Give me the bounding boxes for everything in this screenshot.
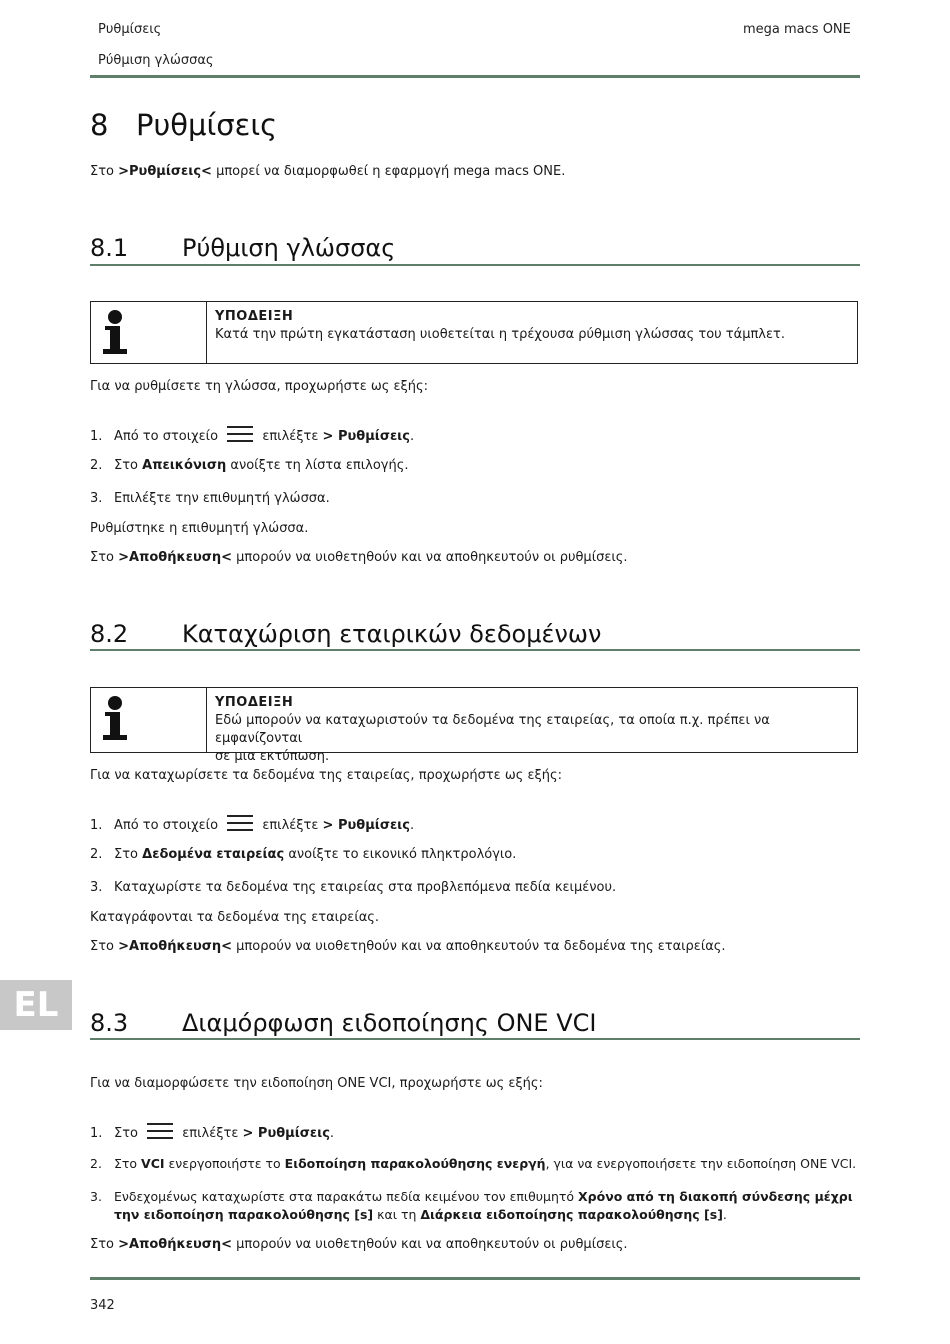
note-text: σε μια εκτύπωση. xyxy=(215,749,330,764)
procedure-intro: Για να διαμορφώσετε την ειδοποίηση ONE VCI, προχωρήστε ως εξής: xyxy=(90,1076,543,1091)
result-text: Ρυθμίστηκε η επιθυμητή γλώσσα. xyxy=(90,521,309,536)
note-box xyxy=(90,301,858,364)
note-text: Εδώ μπορούν να καταχωριστούν τα δεδομένα της εταιρείας, τα οποία π.χ. πρέπει να εμφανίζονται xyxy=(215,713,770,746)
list-item: 1. Από το στοιχείο επιλέξτε > Ρυθμίσεις. xyxy=(90,424,414,446)
section-heading-8-1: 8.1 Ρύθμιση γλώσσας xyxy=(90,234,396,262)
note-text: Κατά την πρώτη εγκατάσταση υιοθετείται η τρέχουσα ρύθμιση γλώσσας του τάμπλετ. xyxy=(215,327,785,342)
page-number: 342 xyxy=(90,1298,115,1313)
section-rule xyxy=(90,264,860,266)
list-item: 2. Στο Απεικόνιση ανοίξτε τη λίστα επιλογής. xyxy=(90,458,409,473)
list-item: 3. Ενδεχομένως καταχωρίστε στα παρακάτω πεδία κειμένου τον επιθυμητό Χρόνο από τη διακοπή σύνδεσης μέχρι xyxy=(90,1189,853,1204)
save-text: Στο >Αποθήκευση< μπορούν να υιοθετηθούν και να αποθηκευτούν οι ρυθμίσεις. xyxy=(90,550,628,565)
chapter-number: 8 xyxy=(90,108,109,142)
section-rule xyxy=(90,1038,860,1040)
procedure-intro: Για να καταχωρίσετε τα δεδομένα της εταιρείας, προχωρήστε ως εξής: xyxy=(90,768,563,783)
procedure-intro: Για να ρυθμίσετε τη γλώσσα, προχωρήστε ως εξής: xyxy=(90,379,429,394)
chapter-heading xyxy=(90,108,277,142)
hamburger-menu-icon xyxy=(226,813,254,833)
note-title: ΥΠΟΔΕΙΞΗ xyxy=(215,695,294,710)
list-item: 2. Στο VCI ενεργοποιήστε το Ειδοποίηση παρακολούθησης ενεργή, για να ενεργοποιήσετε την ειδοποίηση ONE VCI. xyxy=(90,1156,857,1171)
save-text: Στο >Αποθήκευση< μπορούν να υιοθετηθούν και να αποθηκευτούν οι ρυθμίσεις. xyxy=(90,1237,628,1252)
list-item: 2. Στο Δεδομένα εταιρείας ανοίξτε το εικονικό πληκτρολόγιο. xyxy=(90,847,517,862)
hamburger-menu-icon xyxy=(226,424,254,444)
section-heading-8-2: 8.2 Καταχώριση εταιρικών δεδομένων xyxy=(90,620,602,648)
note-box xyxy=(90,687,858,764)
section-rule xyxy=(90,649,860,651)
hamburger-menu-icon xyxy=(146,1121,174,1141)
section-heading-8-3: 8.3 Διαμόρφωση ειδοποίησης ONE VCI xyxy=(90,1009,597,1037)
info-icon xyxy=(91,302,207,363)
header-section-title: Ρυθμίσεις xyxy=(98,22,162,37)
header-product-name: mega macs ONE xyxy=(743,22,851,37)
result-text: Καταγράφονται τα δεδομένα της εταιρείας. xyxy=(90,910,380,925)
list-item-continuation: την ειδοποίηση παρακολούθησης [s] και τη Διάρκεια ειδοποίησης παρακολούθησης [s]. xyxy=(114,1207,727,1222)
language-tab: EL xyxy=(0,980,72,1030)
info-icon xyxy=(91,688,207,752)
list-item: 1. Από το στοιχείο επιλέξτε > Ρυθμίσεις. xyxy=(90,813,414,835)
header-subsection-title: Ρύθμιση γλώσσας xyxy=(98,53,214,68)
save-text: Στο >Αποθήκευση< μπορούν να υιοθετηθούν και να αποθηκευτούν τα δεδομένα της εταιρείας. xyxy=(90,939,726,954)
note-title: ΥΠΟΔΕΙΞΗ xyxy=(215,309,294,324)
footer-rule xyxy=(90,1277,860,1280)
list-item: 1. Στο επιλέξτε > Ρυθμίσεις. xyxy=(90,1121,334,1143)
list-item: 3. Επιλέξτε την επιθυμητή γλώσσα. xyxy=(90,491,330,506)
chapter-intro: Στο >Ρυθμίσεις< μπορεί να διαμορφωθεί η εφαρμογή mega macs ONE. xyxy=(90,164,566,179)
header-rule xyxy=(90,75,860,78)
chapter-title: Ρυθμίσεις xyxy=(136,108,278,142)
list-item: 3. Καταχωρίστε τα δεδομένα της εταιρείας στα προβλεπόμενα πεδία κειμένου. xyxy=(90,880,617,895)
